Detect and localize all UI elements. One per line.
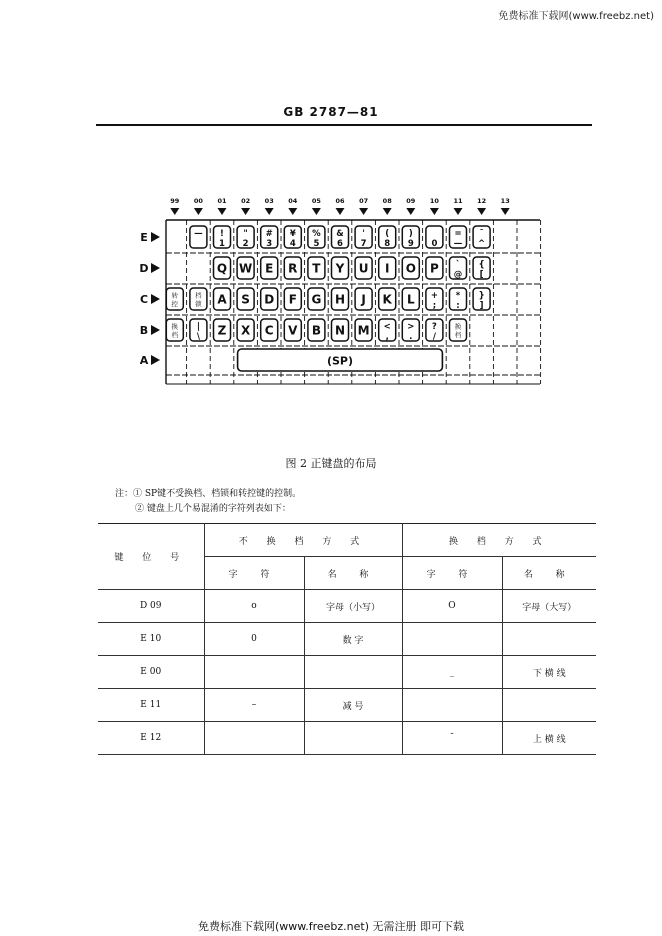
key-label: I xyxy=(384,261,390,276)
row-label: C xyxy=(139,293,149,306)
confusable-characters-table xyxy=(98,523,596,755)
key-label: Z xyxy=(217,323,227,338)
row-arrow xyxy=(151,294,160,304)
keyboard-layout-figure xyxy=(0,0,662,420)
table-row xyxy=(98,656,596,689)
row-label: E xyxy=(140,231,148,244)
key-label: F xyxy=(288,292,297,307)
key-upper-char: & xyxy=(336,229,344,239)
key-upper-char: | xyxy=(196,322,200,332)
note-2: ② 键盘上几个易混淆的字符列表如下： xyxy=(135,504,291,514)
column-number: 04 xyxy=(288,197,298,205)
column-number: 08 xyxy=(382,197,392,205)
space-bar-label: (SP) xyxy=(326,354,354,368)
column-arrow xyxy=(383,208,392,215)
key-label-bottom: 档 xyxy=(454,331,462,339)
shift-header: 换 档 方 式 xyxy=(402,524,596,557)
key-lower-char: ; xyxy=(432,301,437,311)
watermark-bottom: 免费标准下载网(www.freebz.net) 无需注册 即可下载 xyxy=(197,920,465,933)
table-row xyxy=(98,590,596,623)
key-lower-char: : xyxy=(456,301,460,311)
key-upper-char: " xyxy=(243,229,248,239)
column-arrow xyxy=(241,208,250,215)
key-upper-char: ) xyxy=(408,229,413,239)
key-lower-char: ] xyxy=(479,301,484,311)
column-number: 99 xyxy=(170,197,180,205)
key-upper-char: ' xyxy=(362,229,365,239)
key-lower-char: 0 xyxy=(431,239,438,249)
key-upper-char: — xyxy=(194,229,203,239)
name-cell: 上 横 线 xyxy=(502,722,596,755)
key-upper-char: = xyxy=(454,229,462,239)
key-label: H xyxy=(334,292,346,307)
key-label: K xyxy=(382,292,392,307)
char-cell: o xyxy=(204,590,304,623)
column-number: 05 xyxy=(311,197,321,205)
key-label: X xyxy=(240,323,251,338)
char-cell xyxy=(204,656,304,689)
key-label: D xyxy=(264,292,275,307)
key-upper-char: ¯ xyxy=(479,229,484,239)
name-cell: 数 字 xyxy=(304,623,402,656)
key-label: A xyxy=(217,292,227,307)
key-label: G xyxy=(311,292,322,307)
key-label-top: 转 xyxy=(171,291,179,300)
column-arrow xyxy=(477,208,486,215)
key-label: M xyxy=(357,323,370,338)
column-arrow xyxy=(218,208,227,215)
key-lower-char: ^ xyxy=(478,239,486,249)
char-cell: ¯ xyxy=(402,722,502,755)
char-cell xyxy=(402,623,502,656)
key-cell: E 00 xyxy=(98,656,204,689)
column-number: 13 xyxy=(500,197,510,205)
column-arrow xyxy=(501,208,510,215)
char-cell: 0 xyxy=(204,623,304,656)
name-cell xyxy=(304,656,402,689)
key-label: U xyxy=(358,261,369,276)
key-label-top: 换 xyxy=(171,322,179,331)
key-upper-char: % xyxy=(312,229,321,239)
key-label: L xyxy=(406,292,415,307)
name-cell: 字母（小写） xyxy=(304,590,402,623)
key-cell: E 11 xyxy=(98,689,204,722)
key-lower-char: 9 xyxy=(407,239,414,249)
column-number: 07 xyxy=(359,197,369,205)
key-label: B xyxy=(311,323,321,338)
column-number: 01 xyxy=(217,197,227,205)
name-cell xyxy=(502,689,596,722)
key-lower-char: 7 xyxy=(360,239,367,249)
key-lower-char: @ xyxy=(453,270,463,280)
key-upper-char: < xyxy=(383,322,391,332)
key-label: S xyxy=(241,292,250,307)
row-label: D xyxy=(139,262,149,275)
key-upper-char: ? xyxy=(431,322,437,332)
name-cell: 减 号 xyxy=(304,689,402,722)
row-arrow xyxy=(151,232,160,242)
shift-char-header: 字 符 xyxy=(402,557,502,590)
key-label: Y xyxy=(335,261,345,276)
key-lower-char: , xyxy=(385,332,389,342)
key-lower-char: [ xyxy=(479,270,484,280)
table-row xyxy=(98,722,596,755)
key-label: V xyxy=(288,323,298,338)
key-cell: E 10 xyxy=(98,623,204,656)
column-number: 11 xyxy=(453,197,463,205)
row-label: B xyxy=(139,324,149,337)
key-lower-char: \ xyxy=(196,332,200,342)
key-label-bottom: 锁 xyxy=(195,300,202,308)
key-lower-char: . xyxy=(409,332,413,342)
key-label: R xyxy=(288,261,298,276)
char-cell: – xyxy=(204,689,304,722)
key-label-bottom: 档 xyxy=(171,331,179,339)
key-label-top: 档 xyxy=(195,291,202,300)
key-upper-char: + xyxy=(430,291,438,301)
key-label: O xyxy=(405,261,416,276)
key-label: J xyxy=(361,292,366,307)
column-arrow xyxy=(170,208,179,215)
note-1: 注：① SP键不受换档、档锁和转控键的控制。 xyxy=(115,489,302,499)
column-arrow xyxy=(194,208,203,215)
key-upper-char: ( xyxy=(385,229,390,239)
name-cell: 字母（大写） xyxy=(502,590,596,623)
column-arrow xyxy=(336,208,345,215)
key-lower-char: 1 xyxy=(219,239,225,249)
key-label: W xyxy=(238,261,253,276)
key-label: T xyxy=(312,261,321,276)
column-arrow xyxy=(454,208,463,215)
key-lower-char: 8 xyxy=(384,239,391,249)
name-cell: 下 横 线 xyxy=(502,656,596,689)
key-upper-char: > xyxy=(407,322,415,332)
column-number: 09 xyxy=(406,197,416,205)
key-label-top: 换 xyxy=(454,322,462,331)
name-cell xyxy=(304,722,402,755)
char-cell: O xyxy=(402,590,502,623)
shift-name-header: 名 称 xyxy=(502,557,596,590)
key-lower-char: 5 xyxy=(313,239,320,249)
key-label: Q xyxy=(216,261,228,276)
watermark-top: 免费标准下载网(www.freebz.net) xyxy=(498,11,654,22)
name-cell xyxy=(502,623,596,656)
table-row xyxy=(98,689,596,722)
standard-number: GB 2787—81 xyxy=(283,105,379,119)
row-label: A xyxy=(139,354,149,367)
key-cell: E 12 xyxy=(98,722,204,755)
column-arrow xyxy=(312,208,321,215)
key-upper-char: * xyxy=(455,291,461,301)
key-lower-char: 4 xyxy=(289,239,296,249)
key-lower-char: — xyxy=(453,239,463,249)
key-lower-char: 2 xyxy=(242,239,249,249)
column-arrow xyxy=(430,208,439,215)
key-label: N xyxy=(334,323,346,338)
row-arrow xyxy=(151,355,160,365)
key-upper-char: ! xyxy=(220,229,224,239)
column-arrow xyxy=(359,208,368,215)
key-lower-char: 6 xyxy=(337,239,343,249)
column-number: 03 xyxy=(264,197,274,205)
char-cell xyxy=(204,722,304,755)
column-number: 06 xyxy=(335,197,345,205)
column-arrow xyxy=(265,208,274,215)
column-number: 10 xyxy=(429,197,439,205)
figure-caption: 图 2 正键盘的布局 xyxy=(285,457,377,470)
key-cell: D 09 xyxy=(98,590,204,623)
key-upper-char: { xyxy=(478,260,485,270)
table-row xyxy=(98,623,596,656)
key-lower-char: / xyxy=(432,332,436,342)
key-lower-char: 3 xyxy=(266,239,273,249)
key-upper-char: ¥ xyxy=(289,229,296,239)
key-label-bottom: 控 xyxy=(171,300,179,308)
key-label: E xyxy=(265,261,274,276)
column-number: 00 xyxy=(193,197,203,205)
key-upper-char: # xyxy=(265,229,273,239)
notes xyxy=(115,487,301,517)
unshift-char-header: 字 符 xyxy=(204,557,304,590)
key-label: P xyxy=(430,261,439,276)
key-label: C xyxy=(264,323,274,338)
column-number: 12 xyxy=(477,197,487,205)
char-cell xyxy=(402,689,502,722)
row-arrow xyxy=(151,263,160,273)
key-upper-char: } xyxy=(478,291,485,301)
key-position-header: 键 位 号 xyxy=(98,524,204,590)
unshift-name-header: 名 称 xyxy=(304,557,402,590)
row-arrow xyxy=(151,325,160,335)
key-upper-char: ` xyxy=(455,260,461,270)
column-arrow xyxy=(288,208,297,215)
unshift-header: 不 换 档 方 式 xyxy=(204,524,402,557)
char-cell: _ xyxy=(402,656,502,689)
column-number: 02 xyxy=(241,197,251,205)
column-arrow xyxy=(406,208,415,215)
